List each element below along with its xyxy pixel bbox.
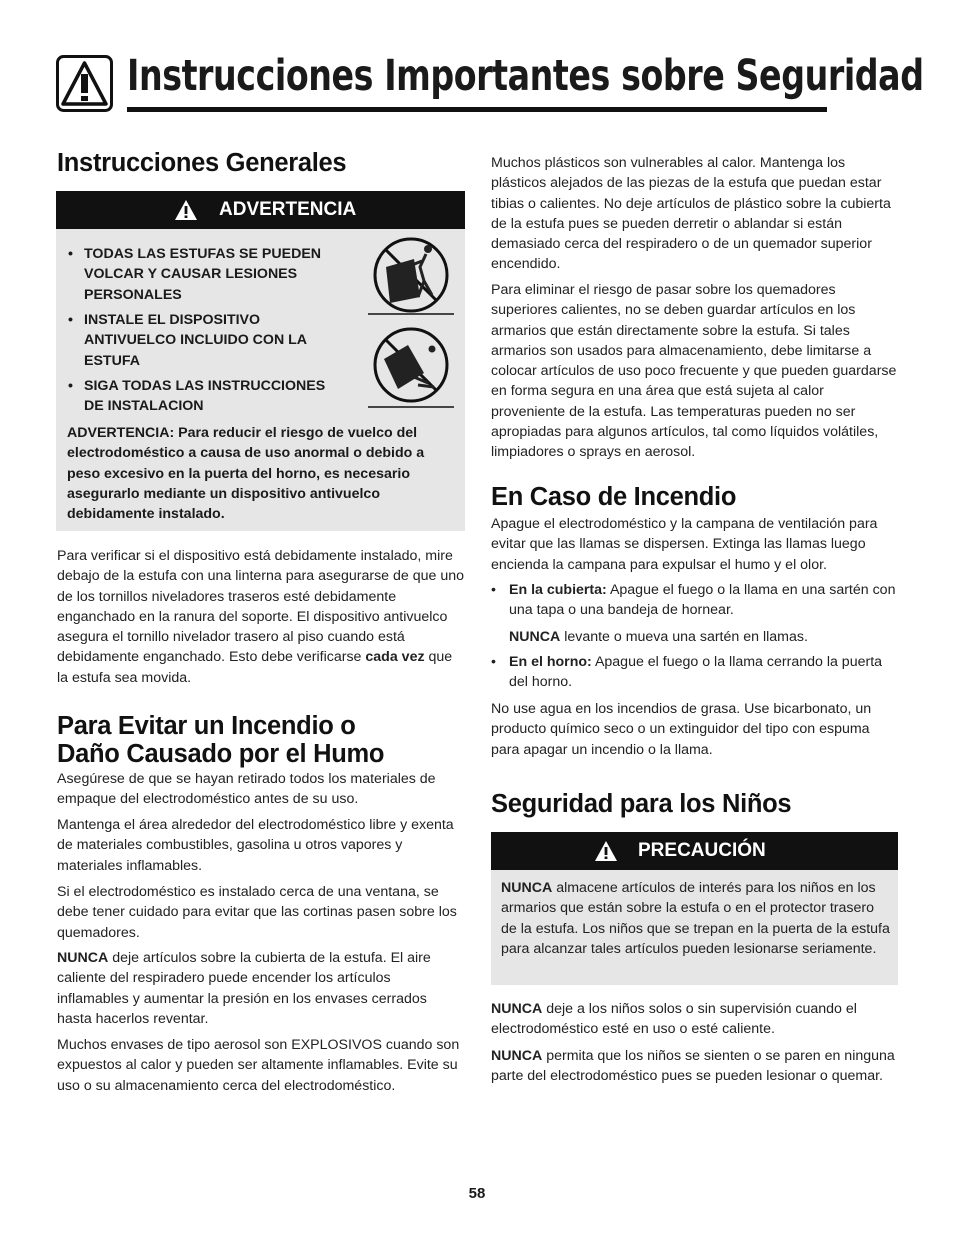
cabinets-paragraph: Para eliminar el riesgo de pasar sobre los quemadores superiores calientes, no se deben guardar artículos en los armarios que están directamente sobre la estufa. Si tales armarios son usados para almacenamiento, debe limitarse a colocar artículos de uso poco frecuente y que pueden guardarse en forma segura en una área que está sujeta al calor proveniente de la estufa. Las temperaturas pueden no ser apropiadas para algunos artículos, tal como líquidos volátiles, limpiadores o sprays en aerosol. xyxy=(491,282,897,461)
warning-triangle-icon xyxy=(174,199,198,221)
warning-label: ADVERTENCIA xyxy=(219,199,357,220)
no-tipover-pictogram-icon xyxy=(368,325,454,411)
paragraph: Mantenga el área alrededor del electrodoméstico libre y exenta de materiales combustibles, gasolina u otros vapores y materiales inflamables. xyxy=(57,817,454,874)
heading-en-caso-de-incendio: En Caso de Incendio xyxy=(491,483,737,511)
caution-bar xyxy=(491,832,898,870)
paragraph: NUNCA deje a los niños solos o sin supervisión cuando el electrodoméstico esté en uso o esté caliente. xyxy=(491,1001,857,1038)
paragraph: Si el electrodoméstico es instalado cerca de una ventana, se debe tener cuidado para evitar que las cortinas pasen sobre los quemadores. xyxy=(57,884,457,941)
plastics-paragraph: Muchos plásticos son vulnerables al calor. Mantenga los plásticos alejados de las piezas de la estufa que puedan estar tibias o calientes. No deje artículos de plástico sobre la cubierta de la estufa pues se pueden derretir o ablandar si están demasiado cerca del respiradero o de un quemador superior encendido. xyxy=(491,155,891,273)
paragraph: Apague el electrodoméstico y la campana de ventilación para evitar que las llamas se dispersen. Extinga las llamas luego encienda la campana para expulsar el humo y el olor. xyxy=(491,516,878,573)
caution-label: PRECAUCIÓN xyxy=(638,840,766,861)
list-item: • En el horno: Apague el fuego o la llama cerrando la puerta del horno. xyxy=(491,654,883,691)
warning-note: ADVERTENCIA: Para reducir el riesgo de vuelco del electrodoméstico a causa de uso anormal o debido a peso excesivo en la puerta del horno, es necesario asegurarlo mediante un dispositivo antivuelco debidamente instalado. xyxy=(67,425,425,523)
paragraph: NUNCA deje artículos sobre la cubierta de la estufa. El aire caliente del respiradero puede encender los artículos inflamables y aumentar la presión en los envases cerrados hasta hacerlos reventar. xyxy=(57,950,431,1027)
paragraph: NUNCA levante o mueva una sartén en llamas. xyxy=(509,629,808,645)
caution-text: NUNCA almacene artículos de interés para los niños en los armarios que están sobre la estufa o en el protector trasero de la estufa. Los niños que se trepan en la puerta de la estufa para alcanzar tales artículos pueden lesionarse seriamente. xyxy=(501,880,890,957)
page-number: 58 xyxy=(468,1185,486,1202)
title-underline xyxy=(127,107,827,112)
warning-bar xyxy=(56,191,465,229)
list-item: • En la cubierta: Apague el fuego o la llama en una sartén con una tapa o una bandeja de hornear. xyxy=(491,582,896,619)
paragraph: NUNCA permita que los niños se sienten o se paren en ninguna parte del electrodoméstico pues se pueden lesionar o quemar. xyxy=(491,1048,895,1085)
no-tipover-pictogram-icon xyxy=(368,237,454,317)
heading-evitar-incendio: Para Evitar un Incendio o Daño Causado por el Humo xyxy=(57,712,385,768)
page-title: Instrucciones Importantes sobre Seguridad xyxy=(127,51,924,101)
verify-paragraph: Para verificar si el dispositivo está debidamente instalado, mire debajo de la estufa con una linterna para asegurarse de que uno de los tornillos niveladores traseros esté debidamente enganchado en la ranura del soporte. El dispositivo antivuelco asegura el tornillo nivelador trasero al piso cuando está debidamente enganchado. Esto debe verificarse cada vez que la estufa sea movida. xyxy=(57,548,465,686)
paragraph: No use agua en los incendios de grasa. Use bicarbonato, un producto químico seco o un extinguidor del tipo con espuma para apagar un incendio o la llama. xyxy=(491,701,872,758)
paragraph: Muchos envases de tipo aerosol son EXPLOSIVOS cuando son expuestos al calor y pueden ser altamente inflamables. Evite su uso o su almacenamiento cerca del electrodoméstico. xyxy=(57,1037,460,1094)
paragraph: Asegúrese de que se hayan retirado todos los materiales de empaque del electrodoméstico antes de su uso. xyxy=(57,771,436,808)
caution-box xyxy=(491,832,898,985)
warning-box: ADVERTENCIA • TODAS LAS ESTUFAS SE PUEDEN VOLCAR Y CAUSAR LESIONES PERSONALES • INSTALE EL DISPOSITIVO ANTIVUELCO INCLUIDO CON LA ESTUFA • SIGA TODAS LAS INSTRUCCIONES DE INSTALACION ADVERTENCIA: Para reducir el riesgo de vuelco del electrodoméstico a causa de uso anormal o debido a peso excesivo en la puerta del horno, es necesario asegurarlo mediante un dispositivo antivuelco debidamente instalado. xyxy=(56,191,465,531)
heading-seguridad-ninos: Seguridad para los Niños xyxy=(491,790,792,818)
warning-triangle-icon xyxy=(56,55,113,112)
warning-triangle-icon xyxy=(594,840,618,862)
heading-instrucciones-generales: Instrucciones Generales xyxy=(57,149,347,177)
